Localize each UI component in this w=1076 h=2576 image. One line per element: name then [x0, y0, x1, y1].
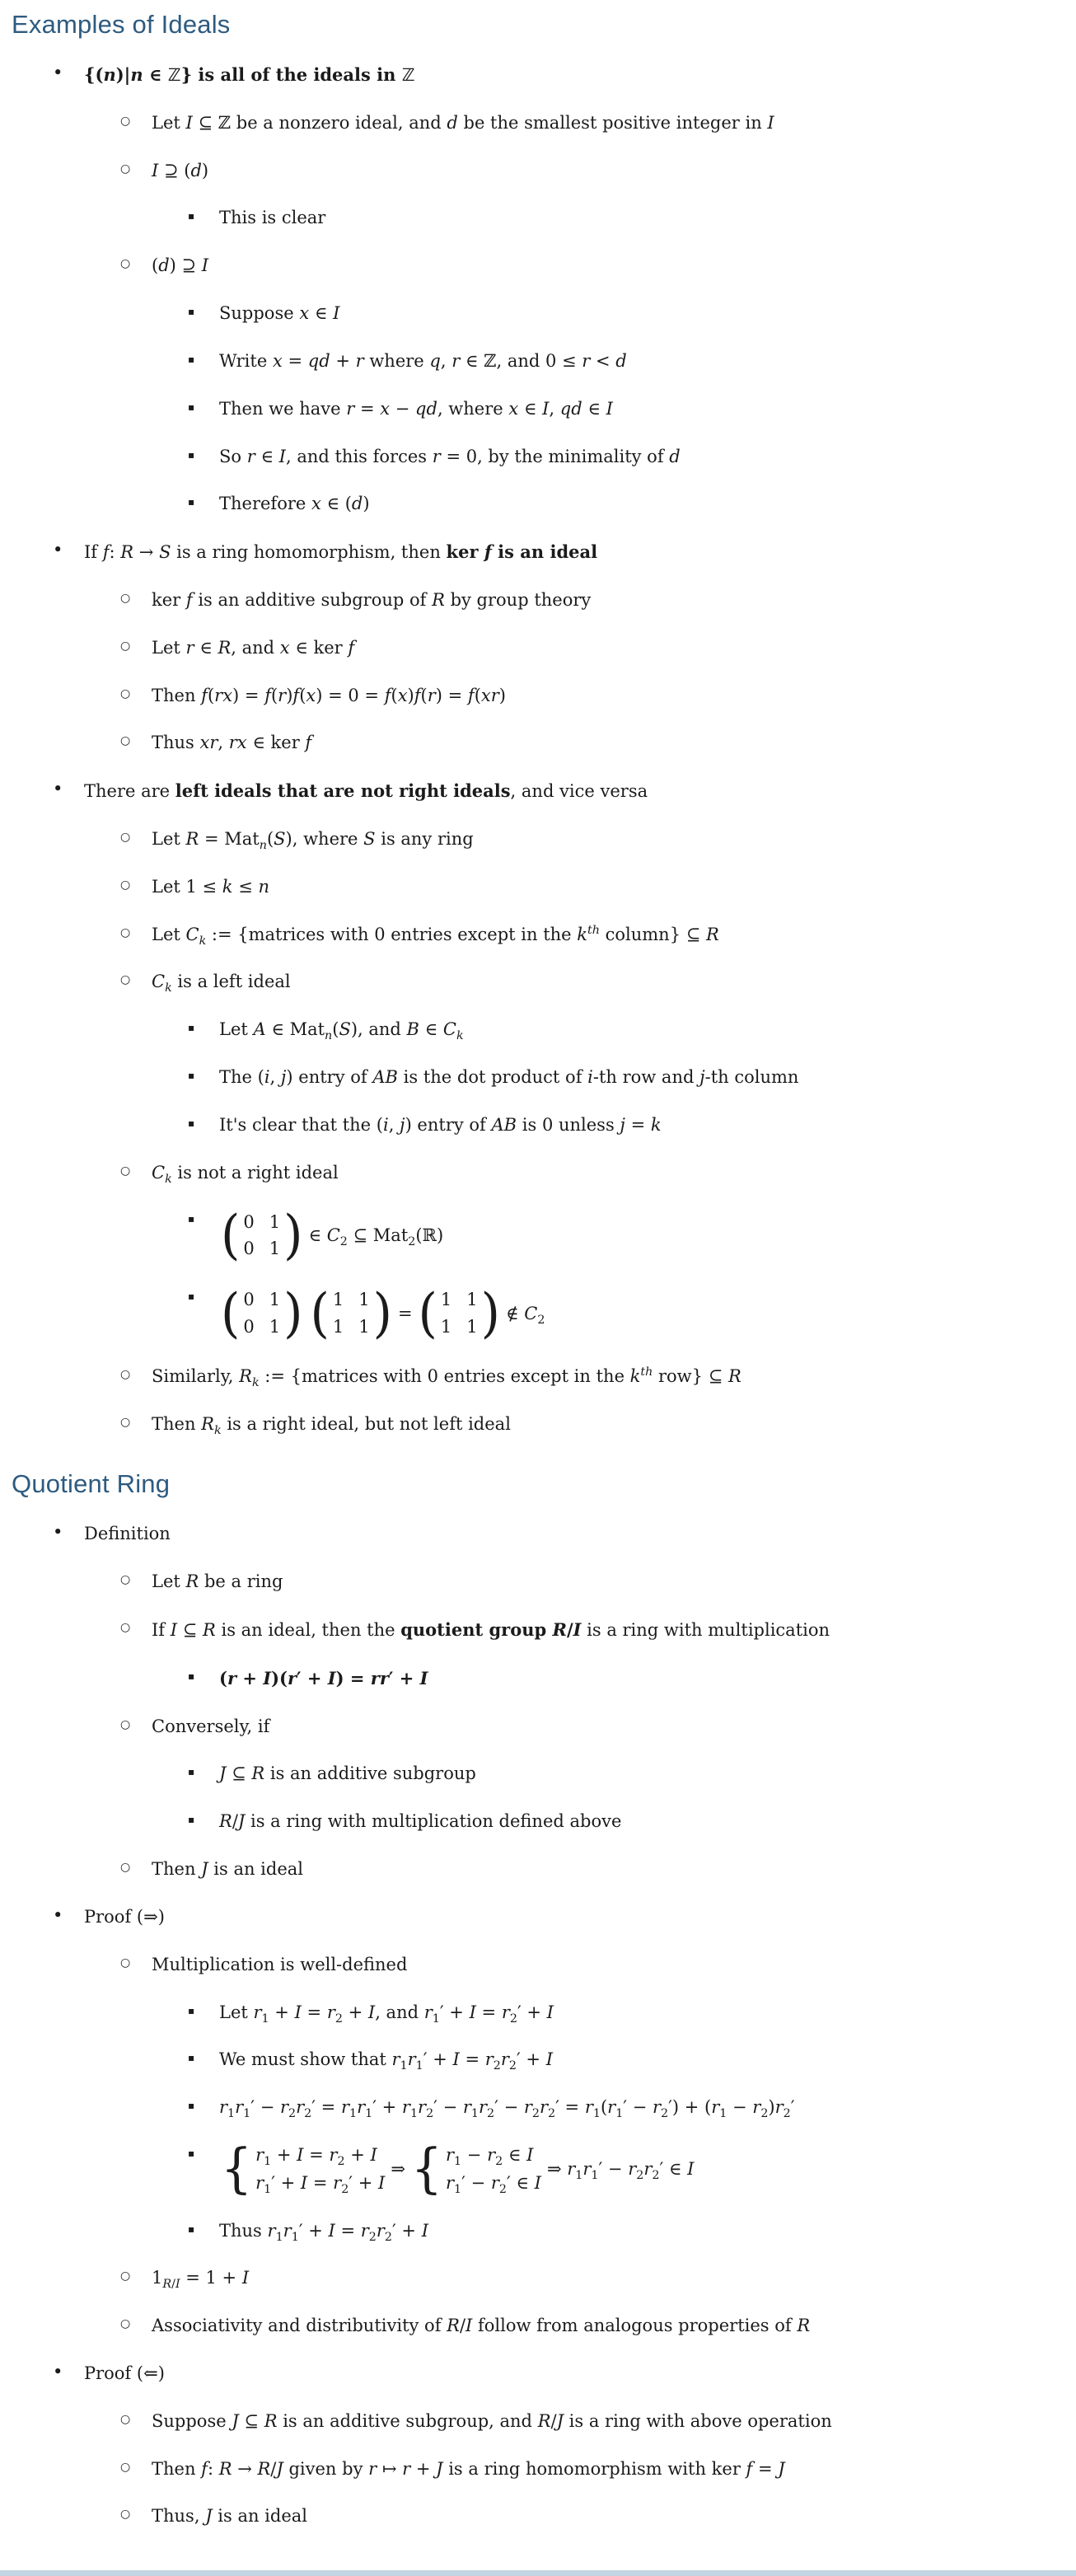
paren-glyph: ) — [283, 1281, 303, 1345]
cases-row: $r_1' + I = r_2' + I$ — [255, 2172, 386, 2196]
square-bullet-icon: ▪ — [188, 1117, 195, 1129]
list-item-text: Then f(rx) = f(r)f(x) = 0 = f(x)f(r) = f(xr) — [152, 685, 506, 705]
list-item — [0, 1412, 1076, 1437]
matrix-2x2 — [418, 1281, 501, 1345]
list-item — [0, 206, 1076, 231]
matrix-cell: 0 — [243, 1211, 255, 1232]
list-item — [0, 1715, 1076, 1740]
square-bullet-icon: ▪ — [188, 1212, 195, 1225]
math-text: ⇒ $r_1r_1' - r_2r_2'$ ∈ I — [546, 2158, 695, 2183]
circle-bullet-icon: ○ — [120, 1717, 131, 1731]
circle-bullet-icon: ○ — [120, 1861, 131, 1875]
circle-bullet-icon: ○ — [120, 2508, 131, 2522]
list-item-text: Let A ∈ Mat$_n$(S), and B ∈ $C_k$ — [219, 1019, 464, 1043]
matrix-cells — [437, 1286, 481, 1342]
square-bullet-icon: ▪ — [188, 353, 195, 365]
matrix-2x2 — [310, 1281, 392, 1345]
list-item-text: Then $R_k$ is a right ideal, but not left ideal — [152, 1413, 511, 1437]
list-item — [0, 349, 1076, 374]
math-text: ∉ $C_2$ — [506, 1303, 545, 1327]
list-item — [0, 970, 1076, 995]
list-item — [0, 1204, 1076, 1267]
cases-rows — [442, 2143, 541, 2196]
circle-bullet-icon: ○ — [120, 686, 131, 700]
circle-bullet-icon: ○ — [120, 591, 131, 605]
list-item-text: ker f is an additive subgroup of R by group theory — [152, 589, 592, 610]
list-item-text: $1_{R/I} = 1 + I$ — [152, 2268, 250, 2292]
cases-row: $r_1 - r_2$ ∈ I — [446, 2144, 534, 2169]
matrix-2x2 — [221, 1204, 303, 1267]
brace-glyph: { — [221, 2137, 253, 2200]
square-bullet-icon: ▪ — [188, 2222, 195, 2235]
list-item — [0, 1618, 1076, 1643]
list-item — [0, 636, 1076, 661]
list-item-text: Let r ∈ R, and x ∈ ker f — [152, 637, 355, 658]
list-item-text: Then we have r = x − qd, where x ∈ I, qd ∈ I — [219, 398, 613, 419]
section-heading: Quotient Ring — [12, 1469, 171, 1499]
list-item — [0, 2096, 1076, 2120]
list-item — [0, 2362, 1076, 2386]
list-item-text: Write x = qd + r where q, r ∈ ℤ, and 0 ≤ r < d — [219, 350, 627, 371]
list-item-text: $C_k$ is not a right ideal — [152, 1162, 339, 1186]
list-item-text: (r + I)(r′ + I) = rr′ + I — [219, 1667, 428, 1688]
list-item-text: Multiplication is well-defined — [152, 1954, 408, 1974]
list-item-text: So r ∈ I, and this forces r = 0, by the minimality of d — [219, 446, 681, 466]
square-bullet-icon: ▪ — [188, 1766, 195, 1778]
list-item-text: Let 1 ≤ k ≤ n — [152, 876, 270, 897]
bullet-icon: • — [53, 63, 63, 82]
list-item — [0, 1018, 1076, 1042]
list-item-text: This is clear — [219, 208, 326, 228]
list-item-text: Thus $r_1r_1' + I = r_2r_2' + I$ — [219, 2220, 428, 2244]
list-item-text: Suppose x ∈ I — [219, 303, 340, 324]
circle-bullet-icon: ○ — [120, 1164, 131, 1178]
list-item — [0, 1281, 1076, 1345]
list-item — [0, 254, 1076, 279]
bullet-icon: • — [53, 540, 63, 560]
list-item — [0, 492, 1076, 517]
matrix-cell: 1 — [269, 1290, 281, 1310]
list-item-text: $C_k$ is a left ideal — [152, 972, 291, 995]
square-bullet-icon: ▪ — [188, 1290, 195, 1303]
bullet-icon: • — [53, 779, 63, 799]
circle-bullet-icon: ○ — [120, 1573, 131, 1587]
cases-rows — [252, 2143, 385, 2196]
list-item — [0, 1161, 1076, 1186]
brace-glyph: { — [410, 2137, 442, 2200]
circle-bullet-icon: ○ — [120, 257, 131, 271]
bullet-icon: • — [53, 2362, 63, 2382]
matrix-cells — [240, 1209, 283, 1264]
page-bottom-edge — [0, 2570, 1076, 2576]
list-item-text: It's clear that the (i, j) entry of AB is 0 unless j = k — [219, 1114, 662, 1135]
list-item-text — [219, 2137, 1076, 2200]
matrix-cell: 1 — [269, 1239, 281, 1259]
cases-row: $r_1' - r_2'$ ∈ I — [446, 2172, 541, 2196]
list-item — [0, 1113, 1076, 1138]
matrix-cell: 1 — [440, 1316, 452, 1337]
list-item-text: {(n)|n ∈ ℤ} is all of the ideals in ℤ — [84, 64, 415, 85]
list-item-text: The (i, j) entry of AB is the dot product of i-th row and j-th column — [219, 1067, 799, 1088]
list-item — [0, 684, 1076, 709]
matrix-cell: 1 — [332, 1290, 344, 1310]
list-item-text: Associativity and distributivity of R/I follow from analogous properties of R — [152, 2316, 811, 2336]
list-item — [0, 2219, 1076, 2244]
paren-glyph: ) — [283, 1204, 303, 1267]
paren-glyph: ) — [480, 1281, 501, 1345]
list-item-text: Then J is an ideal — [152, 1859, 303, 1880]
matrix-cell: 0 — [243, 1239, 255, 1259]
list-item — [0, 731, 1076, 756]
list-item-text: J ⊆ R is an additive subgroup — [219, 1763, 476, 1784]
circle-bullet-icon: ○ — [120, 2317, 131, 2331]
list-item-text: Thus xr, rx ∈ ker f — [152, 733, 312, 753]
list-item — [0, 2266, 1076, 2291]
circle-bullet-icon: ○ — [120, 1367, 131, 1381]
math-text: = — [397, 1303, 413, 1323]
list-item-text: Definition — [84, 1524, 171, 1544]
list-item — [0, 111, 1076, 136]
list-item — [0, 2457, 1076, 2482]
list-item — [0, 1953, 1076, 1978]
cases-system — [221, 2137, 386, 2200]
circle-bullet-icon: ○ — [120, 831, 131, 844]
list-item — [0, 1810, 1076, 1834]
matrix-cell: 1 — [440, 1290, 452, 1310]
square-bullet-icon: ▪ — [188, 2147, 195, 2159]
list-item — [0, 827, 1076, 852]
circle-bullet-icon: ○ — [120, 2269, 131, 2283]
sections-container — [0, 10, 1076, 2529]
list-item-text: Thus, J is an ideal — [152, 2506, 307, 2527]
cases-row: $r_1 + I = r_2 + I$ — [255, 2144, 377, 2169]
list-item — [0, 588, 1076, 613]
list-item-text: R/J is a ring with multiplication defined above — [219, 1811, 622, 1832]
list-item — [0, 540, 1076, 565]
list-item — [0, 2001, 1076, 2026]
list-item — [0, 2314, 1076, 2339]
bullet-icon: • — [53, 1522, 63, 1543]
list-item — [0, 1570, 1076, 1595]
list-item-text: Therefore x ∈ (d) — [219, 494, 370, 514]
list-item — [0, 1522, 1076, 1547]
list-item — [0, 302, 1076, 326]
list-item — [0, 1365, 1076, 1389]
list-item-text: Proof (⇐) — [84, 2363, 165, 2383]
matrix-cell: 1 — [466, 1316, 478, 1337]
matrix-cell: 1 — [332, 1316, 344, 1337]
circle-bullet-icon: ○ — [120, 925, 131, 939]
section-heading: Examples of Ideals — [12, 10, 231, 39]
math-text: ⇒ — [391, 2158, 405, 2179]
list-item-text: There are left ideals that are not right ideals, and vice versa — [84, 780, 648, 802]
square-bullet-icon: ▪ — [188, 1814, 195, 1826]
square-bullet-icon: ▪ — [188, 306, 195, 318]
square-bullet-icon: ▪ — [188, 2004, 195, 2016]
paren-glyph: ) — [372, 1281, 392, 1345]
list-item — [0, 2048, 1076, 2073]
list-item-text: I ⊇ (d) — [152, 160, 209, 180]
list-item — [0, 63, 1076, 88]
math-text: ∈ $C_2$ ⊆ Mat$_2$(ℝ) — [308, 1225, 444, 1249]
list-item-text: Conversely, if — [152, 1716, 270, 1736]
list-item — [0, 1857, 1076, 1882]
square-bullet-icon: ▪ — [188, 2052, 195, 2064]
circle-bullet-icon: ○ — [120, 639, 131, 653]
list-item-text: Suppose J ⊆ R is an additive subgroup, and R/J is a ring with above operation — [152, 2410, 832, 2431]
circle-bullet-icon: ○ — [120, 2460, 131, 2474]
circle-bullet-icon: ○ — [120, 878, 131, 892]
bullet-icon: • — [53, 1904, 63, 1925]
list-item-text: Let I ⊆ ℤ be a nonzero ideal, and d be the smallest positive integer in I — [152, 112, 774, 133]
cases-system — [410, 2137, 541, 2200]
list-item — [0, 1905, 1076, 1930]
square-bullet-icon: ▪ — [188, 496, 195, 508]
matrix-cell: 1 — [466, 1290, 478, 1310]
list-item-text: (d) ⊇ I — [152, 255, 209, 276]
list-item — [0, 2410, 1076, 2434]
list-item-text: Similarly, $R_k$ := {matrices with 0 entries except in the $k^{th}$ row} ⊆ R — [152, 1365, 742, 1389]
circle-bullet-icon: ○ — [120, 2412, 131, 2426]
circle-bullet-icon: ○ — [120, 114, 131, 128]
list-item — [0, 779, 1076, 804]
matrix-cell: 1 — [269, 1316, 281, 1337]
matrix-cell: 0 — [243, 1316, 255, 1337]
matrix-cells — [330, 1286, 373, 1342]
square-bullet-icon: ▪ — [188, 1022, 195, 1034]
paren-glyph: ( — [221, 1281, 241, 1345]
list-item-text: $r_1r_1' - r_2r_2' = r_1r_1' + r_1r_2' - r_1r_2' - r_2r_2' = r_1(r_1' - r_2') + (r_1 - r_2)r_2'$ — [219, 2097, 795, 2121]
circle-bullet-icon: ○ — [120, 973, 131, 987]
list-item — [0, 397, 1076, 422]
list-item — [0, 2137, 1076, 2200]
list-item — [0, 875, 1076, 900]
list-item — [0, 159, 1076, 184]
list-item-text: Let R = Mat$_n$(S), where S is any ring — [152, 829, 474, 853]
circle-bullet-icon: ○ — [120, 1955, 131, 1969]
list-item-text — [219, 1281, 1076, 1345]
matrix-cells — [240, 1286, 283, 1342]
square-bullet-icon: ▪ — [188, 1670, 195, 1682]
square-bullet-icon: ▪ — [188, 210, 195, 222]
list-item — [0, 923, 1076, 948]
matrix-cell: 1 — [269, 1211, 281, 1232]
square-bullet-icon: ▪ — [188, 448, 195, 461]
paren-glyph: ( — [310, 1281, 330, 1345]
circle-bullet-icon: ○ — [120, 162, 131, 176]
circle-bullet-icon: ○ — [120, 1621, 131, 1634]
list-item-text: If f: R → S is a ring homomorphism, then ker f is an ideal — [84, 541, 598, 563]
list-item-text: Then f: R → R/J given by r ↦ r + J is a ring homomorphism with ker f = J — [152, 2458, 785, 2479]
list-item-text: Proof (⇒) — [84, 1906, 165, 1927]
list-item-text: Let $C_k$ := {matrices with 0 entries except in the $k^{th}$ column} ⊆ R — [152, 923, 719, 948]
matrix-cell: 1 — [358, 1316, 370, 1337]
paren-glyph: ( — [418, 1281, 437, 1345]
matrix-cell: 1 — [358, 1290, 370, 1310]
list-item — [0, 1066, 1076, 1090]
square-bullet-icon: ▪ — [188, 400, 195, 413]
circle-bullet-icon: ○ — [120, 1415, 131, 1429]
square-bullet-icon: ▪ — [188, 2100, 195, 2112]
list-item — [0, 445, 1076, 470]
square-bullet-icon: ▪ — [188, 1070, 195, 1082]
list-item-text: Let R be a ring — [152, 1571, 283, 1592]
list-item-text: If I ⊆ R is an ideal, then the quotient group R/I is a ring with multiplication — [152, 1619, 830, 1640]
circle-bullet-icon: ○ — [120, 734, 131, 748]
list-item — [0, 2504, 1076, 2529]
list-item-text — [219, 1204, 1076, 1267]
matrix-cell: 0 — [243, 1290, 255, 1310]
paren-glyph: ( — [221, 1204, 241, 1267]
list-item — [0, 1762, 1076, 1787]
matrix-2x2 — [221, 1281, 303, 1345]
list-item — [0, 1666, 1076, 1692]
list-item-text: We must show that $r_1r_1' + I = r_2r_2' + I$ — [219, 2049, 553, 2073]
list-item-text: Let $r_1 + I = r_2 + I$, and $r_1' + I = r_2' + I$ — [219, 2002, 554, 2026]
